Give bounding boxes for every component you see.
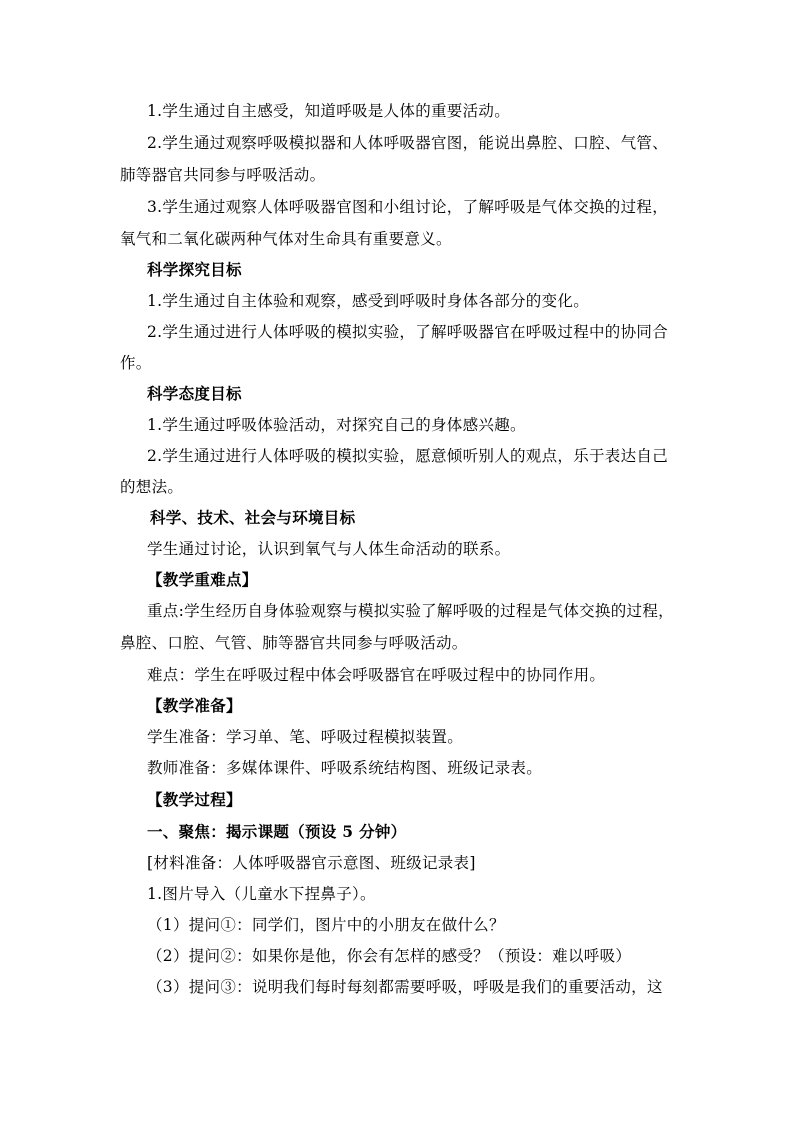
prep-line-1: 学生准备：学习单、笔、呼吸过程模拟装置。	[147, 728, 464, 746]
sts-line-1: 学生通过讨论，认识到氧气与人体生命活动的联系。	[147, 540, 511, 558]
attitude-heading: 科学态度目标	[147, 384, 242, 403]
attitude-line-2a: 2.学生通过进行人体呼吸的模拟实验，愿意倾听别人的观点，乐于表达自己	[147, 447, 668, 465]
inquiry-heading: 科学探究目标	[147, 260, 242, 279]
process-question-3: （3）提问③：说明我们每时每刻都需要呼吸，呼吸是我们的重要活动，这	[147, 978, 663, 996]
prep-line-2: 教师准备：多媒体课件、呼吸系统结构图、班级记录表。	[147, 759, 543, 777]
process-step-1: 1.图片导入（儿童水下捏鼻子）。	[147, 885, 376, 903]
process-question-1: （1）提问①：同学们，图片中的小朋友在做什么？	[147, 916, 505, 934]
process-heading: 【教学过程】	[147, 790, 242, 809]
sts-heading: 科学、技术、社会与环境目标	[150, 508, 356, 527]
goal-line-2a: 2.学生通过观察呼吸模拟器和人体呼吸器官图，能说出鼻腔、口腔、气管、	[147, 134, 668, 152]
keypoints-heading: 【教学重难点】	[147, 570, 258, 589]
inquiry-line-1: 1.学生通过自主体验和观察，感受到呼吸时身体各部分的变化。	[147, 292, 589, 310]
inquiry-line-2b: 作。	[120, 354, 152, 372]
inquiry-line-2a: 2.学生通过进行人体呼吸的模拟实验，了解呼吸器官在呼吸过程中的协同合	[147, 323, 668, 341]
goal-line-1: 1.学生通过自主感受，知道呼吸是人体的重要活动。	[147, 102, 510, 120]
process-materials: [材料准备：人体呼吸器官示意图、班级记录表]	[147, 854, 476, 872]
prep-heading: 【教学准备】	[147, 696, 242, 715]
attitude-line-1: 1.学生通过呼吸体验活动，对探究自己的身体感兴趣。	[147, 416, 526, 434]
keypoints-line-1b: 鼻腔、口腔、气管、肺等器官共同参与呼吸活动。	[120, 634, 468, 652]
goal-line-3b: 氧气和二氧化碳两种气体对生命具有重要意义。	[120, 230, 452, 248]
goal-line-3a: 3.学生通过观察人体呼吸器官图和小组讨论，了解呼吸是气体交换的过程，	[147, 198, 668, 216]
process-question-2: （2）提问②：如果你是他，你会有怎样的感受？（预设：难以呼吸）	[147, 947, 632, 965]
keypoints-line-2: 难点：学生在呼吸过程中体会呼吸器官在呼吸过程中的协同作用。	[147, 666, 606, 684]
attitude-line-2b: 的想法。	[120, 478, 184, 496]
keypoints-line-1a: 重点:学生经历自身体验观察与模拟实验了解呼吸的过程是气体交换的过程，	[147, 602, 674, 620]
goal-line-2b: 肺等器官共同参与呼吸活动。	[120, 166, 326, 184]
process-section-1: 一、聚焦：揭示课题（预设 5 分钟）	[147, 822, 407, 841]
